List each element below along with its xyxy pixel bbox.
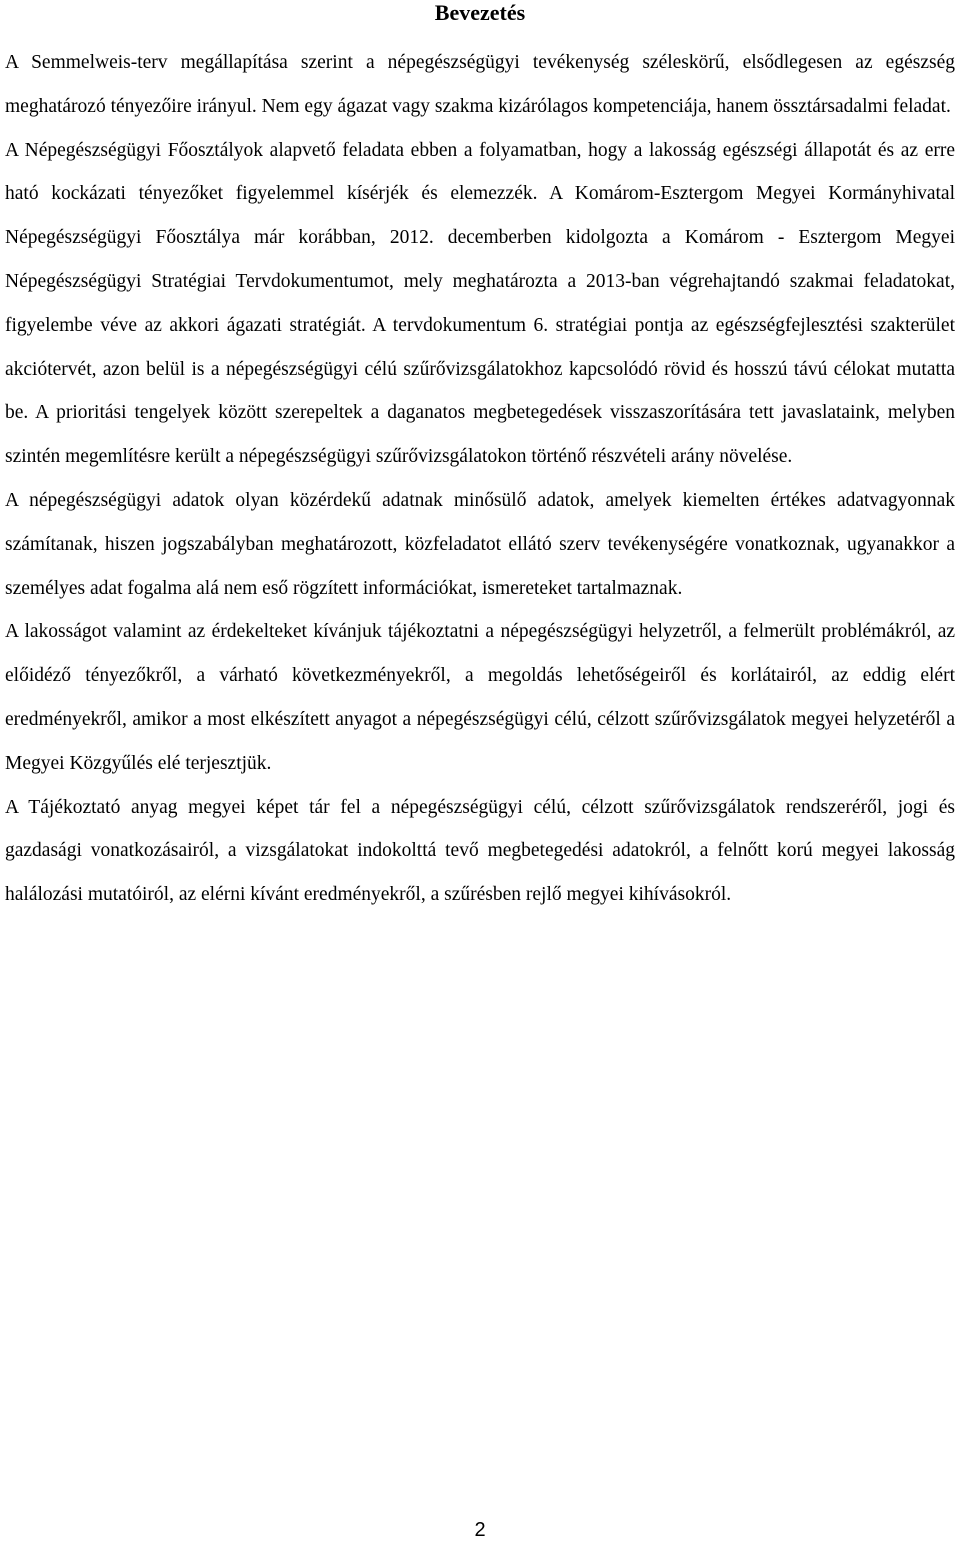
document-page	[5, 0, 955, 917]
page-number: 2	[474, 1519, 486, 1541]
paragraph-public-data: A népegészségügyi adatok olyan közérdekű adatnak minősülő adatok, amelyek kiemelten értékes adatvagyonnak számítanak, hiszen jogszabályban meghatározott, közfeladatot ellátó szerv tevékenységére vonatkoznak, ugyanakkor a személyes adat fogalma alá nem eső rögzített információkat, ismereteket tartalmaznak.	[5, 489, 955, 599]
paragraph-informing-public: A lakosságot valamint az érdekelteket kívánjuk tájékoztatni a népegészségügyi helyzetről, a felmerült problémákról, az előidéző tényezőkről, a várható következményekről, a megoldás lehetőségeiről és korlátairól, az eddig elért eredményekről, amikor a most elkészített anyagot a népegészségügyi célú, célzott szűrővizsgálatok megyei helyzetéről a Megyei Közgyűlés elé terjesztjük.	[5, 621, 955, 774]
paragraph-report-overview: A Tájékoztató anyag megyei képet tár fel a népegészségügyi célú, célzott szűrővizsgálatok rendszeréről, jogi és gazdasági vonatkozásairól, a vizsgálatokat indokolttá tevő megbetegedési adatokról, a felnőtt korú megyei lakosság halálozási mutatóiról, az elérni kívánt eredményekről, a szűrésben rejlő megyei kihívásokról.	[5, 796, 955, 906]
document-title: Bevezetés	[434, 0, 526, 25]
paragraph-public-health-departments: A Népegészségügyi Főosztályok alapvető feladata ebben a folyamatban, hogy a lakosság egészségi állapotát és az erre ható kockázati tényezőket figyelemmel kísérjék és elemezzék. A Komárom-Esztergom Megyei Kormányhivatal Népegészségügyi Főosztálya már korábban, 2012. decemberben kidolgozta a Komárom - Esztergom Megyei Népegészségügyi Stratégiai Tervdokumentumot, mely meghatározta a 2013-ban végrehajtandó szakmai feladatokat, figyelembe véve az akkori ágazati stratégiát. A tervdokumentum 6. stratégiai pontja az egészségfejlesztési szakterület akciótervét, azon belül is a népegészségügyi célú szűrővizsgálatokhoz kapcsolódó rövid és hosszú távú célokat mutatta be. A prioritási tengelyek között szerepeltek a daganatos megbetegedések visszaszorítására tett javaslataink, melyben szintén megemlítésre került a népegészségügyi szűrővizsgálatokon történő részvételi arány növelése.	[5, 139, 955, 468]
paragraph-semmelweis: A Semmelweis-terv megállapítása szerint a népegészségügyi tevékenység széleskörű, elsődlegesen az egészség meghatározó tényezőire irányul. Nem egy ágazat vagy szakma kizárólagos kompetenciája, hanem össztársadalmi feladat.	[5, 52, 955, 117]
